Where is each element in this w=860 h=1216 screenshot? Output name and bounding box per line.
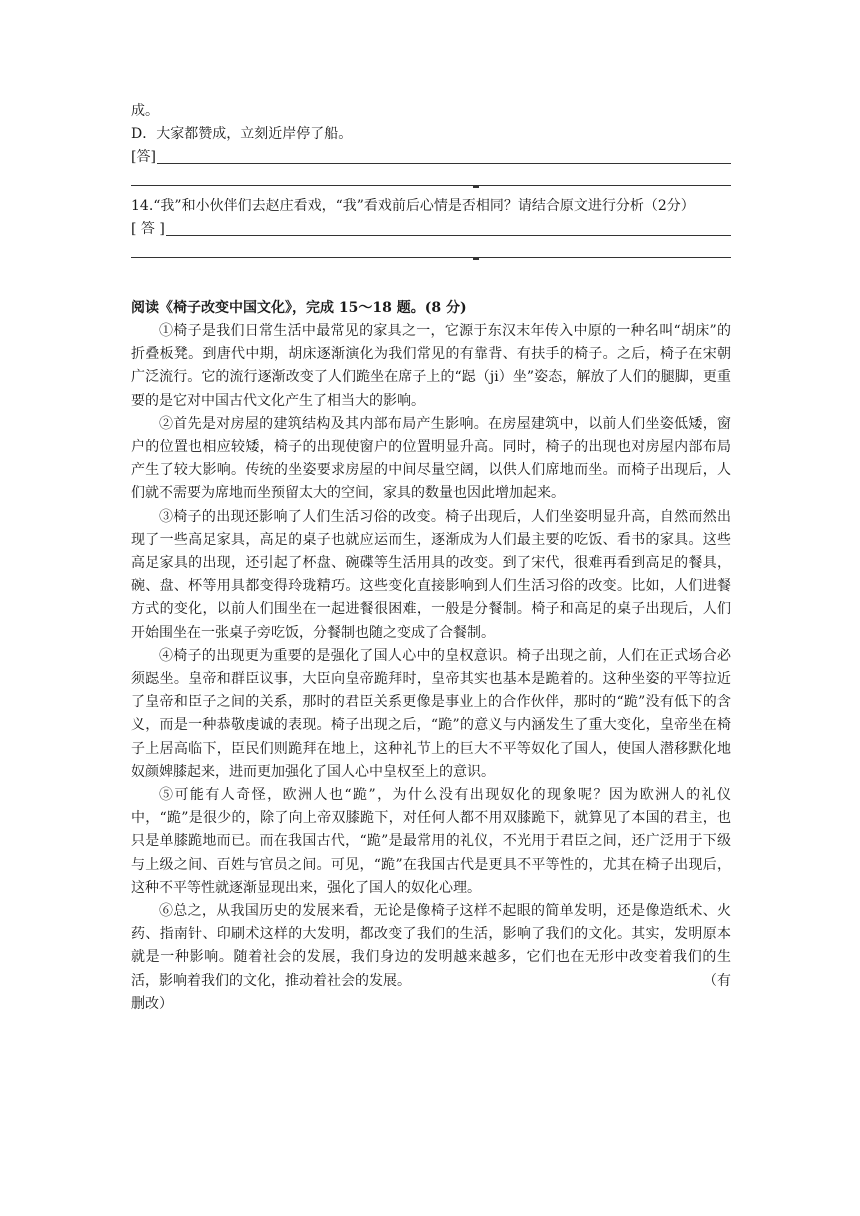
answer-label: [答] — [131, 149, 156, 165]
rule-mark — [473, 186, 479, 188]
answer-line-13[interactable] — [131, 146, 731, 169]
text-fragment: 成。 — [131, 103, 159, 119]
paragraph-2: ②首先是对房屋的建筑结构及其内部布局产生影响。在房屋建筑中，以前人们坐姿低矮，窗户的位置也相应较矮，椅子的出现使窗户的位置明显升高。同时，椅子的出现也对房屋内部布局产生了较大影响。传统的坐姿要求房屋的中间尽量空阔，以供人们席地而坐。而椅子出现后，人们就不需要为席地而坐预留太大的空间，家具的数量也因此增加起来。 — [131, 415, 731, 502]
answer-blank-line[interactable] — [131, 241, 731, 258]
answer-line-14[interactable] — [131, 218, 731, 241]
question-14: 14.“我”和小伙伴们去赵庄看戏，“我”看戏前后心情是否相同？请结合原文进行分析（2分） — [131, 198, 695, 214]
source-note: （有 — [703, 972, 731, 989]
reading-section-title: 阅读《椅子改变中国文化》，完成 15～18 题。(8 分) — [131, 300, 467, 316]
paragraph-3: ③椅子的出现还影响了人们生活习俗的改变。椅子出现后，人们坐姿明显升高，自然而然出现了一些高足家具，高足的桌子也就应运而生，逐渐成为人们最主要的吃饭、看书的家具。这些高足家具的出现，还引起了杯盘、碗碟等生活用具的改变。到了宋代，很难再看到高足的餐具，碗、盘、杯等用具都变得玲珑精巧。这些变化直接影响到人们生活习俗的改变。比如，人们进餐方式的变化，以前人们围坐在一起进餐很困难，一般是分餐制。椅子和高足的桌子出现后，人们开始围坐在一张桌子旁吃饭，分餐制也随之变成了合餐制。 — [131, 508, 731, 641]
answer-underline — [166, 235, 731, 236]
answer-underline — [157, 163, 731, 164]
answer-label: [ 答 ] — [131, 221, 165, 237]
paragraph-4: ④椅子的出现更为重要的是强化了国人心中的皇权意识。椅子出现之前，人们在正式场合必须跽坐。皇帝和群臣议事，大臣向皇帝跪拜时，皇帝其实也基本是跪着的。这种坐姿的平等拉近了皇帝和臣子之间的关系，那时的君臣关系更像是事业上的合作伙伴，那时的“跪”没有低下的含义，而是一种恭敬虔诚的表现。椅子出现之后，“跪”的意义与内涵发生了重大变化，皇帝坐在椅子上居高临下，臣民们则跪拜在地上，这种礼节上的巨大不平等奴化了国人，使国人潜移默化地奴颜婢膝起来，进而更加强化了国人心中皇权至上的意识。 — [131, 647, 731, 780]
paragraph-1: ①椅子是我们日常生活中最常见的家具之一，它源于东汉末年传入中原的一种名叫“胡床”的折叠板凳。到唐代中期，胡床逐渐演化为我们常见的有靠背、有扶手的椅子。之后，椅子在宋朝广泛流行。它的流行逐渐改变了人们跪坐在席子上的“跽（ji）坐”姿态，解放了人们的腿脚，更重要的是它对中国古代文化产生了相当大的影响。 — [131, 323, 731, 409]
document-page — [131, 100, 731, 1016]
answer-blank-line[interactable] — [131, 169, 731, 186]
paragraph-5: ⑤可能有人奇怪，欧洲人也“跪”，为什么没有出现奴化的现象呢？因为欧洲人的礼仪中，“跪”是很少的，除了向上帝双膝跪下，对任何人都不用双膝跪下，就算见了本国的君主，也只是单膝跪地而已。而在我国古代，“跪”是最常用的礼仪，不光用于君臣之间，还广泛用于下级与上级之间、百姓与官员之间。可见，“跪”在我国古代是更具不平等性的，尤其在椅子出现后，这种不平等性就逐渐显现出来，强化了国人的奴化心理。 — [131, 787, 731, 896]
source-note-end: 删改） — [131, 995, 173, 1012]
paragraph-6 — [131, 900, 731, 993]
rule-mark — [473, 258, 479, 260]
paragraph-6-text: ⑥总之，从我国历史的发展来看，无论是像椅子这样不起眼的简单发明，还是像造纸术、火药、指南针、印刷术这样的大发明，都改变了我们的生活，影响了我们的文化。其实，发明原本就是一种影响。随着社会的发展，我们身边的发明越来越多，它们也在无形中改变着我们的生活，影响着我们的文化，推动着社会的发展。 — [131, 903, 731, 989]
option-d: D．大家都赞成，立刻近岸停了船。 — [131, 126, 353, 142]
